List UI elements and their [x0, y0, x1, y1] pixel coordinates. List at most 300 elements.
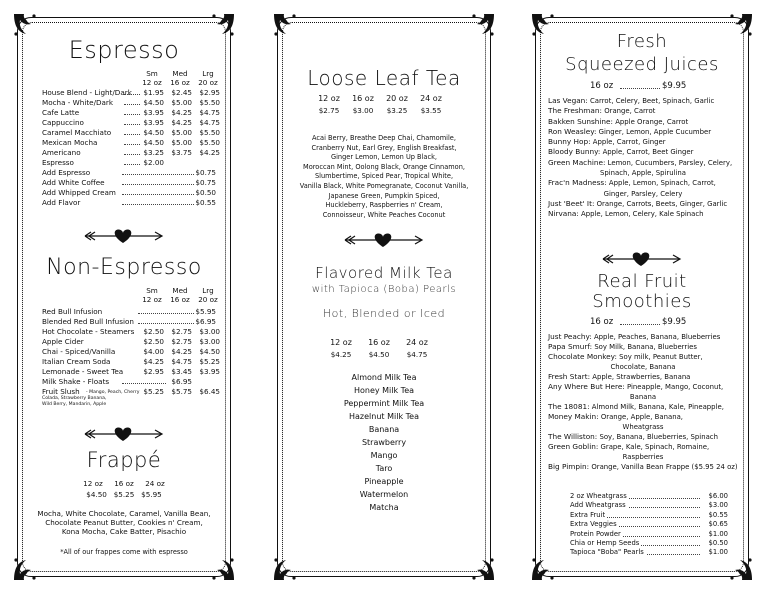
tea-flavor-line: Japanese Green, Pumpkin Spiced, — [328, 191, 440, 200]
price: $4.75 — [406, 350, 428, 359]
drink-ingredients: Apple, Lemon, Celery, Kale Spinach — [581, 210, 704, 219]
milk-tea-flavor: Strawberry — [361, 438, 407, 447]
arrow-heart-icon — [83, 426, 165, 443]
ounce-label: 16 oz — [368, 338, 390, 347]
milk-tea-flavor: Honey Milk Tea — [353, 386, 415, 395]
price: $0.75 — [195, 168, 216, 177]
price: $4.25 — [143, 357, 164, 366]
item-name: Cappuccino — [42, 118, 84, 127]
price: $4.75 — [171, 357, 192, 366]
juice-title-1: Fresh — [616, 31, 668, 52]
ornament-icon — [470, 556, 496, 582]
item-name: Lemonade - Sweet Tea — [42, 367, 124, 376]
drink-ingredients: Soy Milk, Banana, Blueberries — [594, 343, 697, 351]
drink-line — [548, 402, 738, 412]
milk-tea-options: Hot, Blended or Iced — [322, 307, 446, 320]
item-name: Milk Shake - Floats — [42, 377, 110, 386]
ounce-label: 16 oz — [352, 94, 374, 103]
drink-line — [548, 158, 738, 168]
drink-item — [532, 372, 752, 382]
price: $2.00 — [143, 158, 164, 167]
milk-tea-subtitle: with Tapioca (Boba) Pearls — [311, 284, 457, 295]
price: $1.95 — [143, 88, 164, 97]
price: $2.75 — [171, 337, 192, 346]
price: $3.25 — [386, 106, 408, 115]
espresso-panel — [14, 14, 234, 580]
price: $4.50 — [368, 350, 390, 359]
drink-name: Fresh Start: — [548, 372, 591, 381]
size-label: Sm — [146, 286, 158, 295]
ounce-label: 12 oz — [142, 78, 162, 87]
drink-line — [548, 442, 738, 452]
item-name: Mexican Mocha — [42, 138, 98, 147]
price: $9.95 — [662, 81, 687, 91]
menu-row — [42, 367, 220, 376]
drink-line — [548, 372, 738, 382]
addon-row — [570, 539, 728, 548]
price: $4.50 — [143, 98, 164, 107]
size-label: 16 oz — [590, 317, 614, 327]
price: $9.95 — [662, 317, 687, 327]
menu-row — [42, 387, 220, 396]
price: $2.50 — [143, 337, 164, 346]
ounce-label: 24 oz — [406, 338, 428, 347]
addon-name: Extra Veggies — [570, 520, 617, 529]
price: $6.00 — [708, 492, 728, 500]
drink-name: Bloody Bunny: — [548, 147, 601, 157]
price: $2.95 — [143, 367, 164, 376]
drink-ingredients: Soy, Banana, Blueberries, Spinach — [599, 433, 718, 441]
price: $5.95 — [195, 307, 216, 316]
ornament-icon — [12, 556, 38, 582]
menu-row — [42, 108, 220, 117]
drink-line — [548, 127, 738, 137]
drink-ingredients: Apple Orange, Carrot — [615, 117, 689, 126]
menu-row — [42, 307, 216, 316]
price: $3.00 — [352, 106, 374, 115]
drink-name: Papa Smurf: — [548, 342, 593, 351]
drink-name: Chocolate Monkey: — [548, 352, 617, 361]
leader-dots — [122, 184, 194, 185]
ounce-label: 20 oz — [198, 295, 218, 304]
leader-dots — [122, 194, 194, 195]
addon-row — [570, 492, 728, 501]
leader-dots — [138, 313, 194, 314]
drink-line — [548, 147, 738, 157]
price: $4.25 — [199, 148, 220, 157]
drink-item — [532, 96, 752, 106]
price: $4.25 — [171, 118, 192, 127]
ornament-icon — [728, 556, 754, 582]
smoothie-addon-list — [532, 492, 752, 558]
leader-dots — [122, 383, 166, 384]
ornament-icon — [210, 556, 236, 582]
drink-ingredients: Orange, Carrot — [604, 107, 656, 116]
price: $5.00 — [171, 138, 192, 147]
leader-dots — [124, 114, 140, 115]
tea-flavor-line: Acai Berry, Breathe Deep Chai, Chamomile, — [312, 134, 456, 142]
ounce-label: 12 oz — [83, 479, 103, 488]
size-label: Sm — [146, 69, 158, 78]
ornament-icon — [470, 12, 496, 38]
price: $2.75 — [171, 327, 192, 336]
drink-name: Ron Weasley: — [548, 126, 597, 136]
milk-tea-flavor: Banana — [368, 425, 400, 434]
item-name: Americano — [42, 148, 81, 157]
addon-row — [570, 501, 728, 510]
frappe-flavors-1: Mocha, White Chocolate, Caramel, Vanilla Bean, — [37, 509, 211, 518]
addon-row — [570, 530, 728, 539]
fruit-slush-desc-2: Colada, Strawberry Banana, — [42, 396, 107, 401]
price: $3.95 — [143, 108, 164, 117]
leader-dots — [124, 154, 140, 155]
drink-ingredients-cont: Wheatgrass — [622, 423, 664, 431]
price: $4.50 — [143, 138, 164, 147]
item-name: Apple Cider — [42, 337, 84, 346]
drink-item — [532, 158, 752, 179]
tea-flavor-line: Moroccan Mint, Oolong Black, Orange Cinnamon, — [303, 162, 465, 171]
price: $6.95 — [171, 377, 192, 386]
milk-tea-flavor: Hazelnut Milk Tea — [349, 412, 419, 421]
drink-name: Las Vegan: — [548, 96, 588, 105]
milk-tea-flavor: Mango — [370, 451, 398, 460]
addon-name: Extra Fruit — [570, 510, 606, 519]
drink-name: Just Peachy: — [548, 332, 592, 341]
arrow-heart-divider — [274, 232, 494, 248]
price: $4.75 — [199, 108, 220, 117]
price: $4.75 — [199, 118, 220, 127]
drink-ingredients-cont: Banana — [629, 393, 657, 401]
drink-ingredients: Apple, Carrot, Beet Ginger — [602, 148, 694, 157]
ounce-label: 24 oz — [145, 479, 165, 488]
tea-panel — [274, 14, 494, 580]
addon-name: Tapioca "Boba" Pearls — [570, 548, 644, 557]
addon-row — [570, 520, 728, 529]
arrow-heart-divider — [14, 228, 234, 244]
smoothie-list — [532, 332, 752, 472]
arrow-heart-divider — [532, 251, 752, 267]
ounce-label: 24 oz — [420, 94, 442, 103]
drink-ingredients-cont: Raspberries — [622, 453, 664, 461]
leader-dots — [124, 124, 140, 125]
price: $0.55 — [708, 510, 728, 519]
tea-title: Loose Leaf Tea — [307, 66, 461, 90]
drink-line — [548, 137, 738, 147]
drink-item — [532, 199, 752, 209]
item-name: House Blend - Light/Dark — [42, 88, 132, 97]
price: $1.00 — [708, 548, 728, 557]
price: $2.75 — [318, 106, 340, 115]
price: $0.50 — [195, 188, 216, 197]
frappe-prices — [14, 490, 234, 499]
ornament-icon — [12, 12, 38, 38]
menu-row — [42, 327, 220, 336]
price: $3.95 — [199, 367, 220, 376]
price: $3.45 — [171, 367, 192, 376]
drink-item — [532, 432, 752, 442]
drink-name: Just 'Beet' It: — [548, 198, 595, 208]
menu-row — [42, 347, 220, 356]
leader-dots — [124, 164, 140, 165]
price: $0.50 — [708, 538, 728, 547]
price: $2.50 — [143, 327, 164, 336]
ounce-label: 12 oz — [330, 338, 352, 347]
menu-row — [42, 377, 212, 386]
price: $5.50 — [199, 98, 220, 107]
arrow-heart-icon — [343, 232, 425, 249]
drink-ingredients: Pineapple, Mango, Coconut, — [627, 383, 724, 391]
drink-item — [532, 352, 752, 372]
frappe-flavors-2: Chocolate Peanut Butter, Cookies n' Cream, — [45, 518, 203, 527]
drink-name: Money Makin: — [548, 412, 599, 421]
drink-ingredients: Orange, Carrots, Beets, Ginger, Garlic — [596, 199, 728, 208]
leader-dots — [124, 144, 140, 145]
smoothie-title-2: Smoothies — [592, 291, 692, 312]
drink-item — [532, 332, 752, 342]
ounce-label: 12 oz — [318, 94, 340, 103]
price: $4.50 — [86, 490, 107, 499]
menu-row — [42, 118, 220, 127]
milk-tea-flavor: Almond Milk Tea — [351, 373, 417, 382]
ornament-icon — [530, 556, 556, 582]
price: $3.25 — [143, 148, 164, 157]
addon-name: Add Whipped Cream — [42, 188, 116, 197]
item-name: Red Bull Infusion — [42, 307, 103, 316]
price: $5.50 — [199, 128, 220, 137]
drink-item — [532, 117, 752, 127]
price: $5.25 — [113, 490, 135, 499]
item-name: Cafe Latte — [42, 108, 80, 117]
juice-size-price — [590, 81, 700, 91]
drink-item — [532, 402, 752, 412]
menu-row — [42, 357, 220, 366]
drink-name: Frac'n Madness: — [548, 178, 607, 188]
price: $4.25 — [330, 350, 352, 359]
leader-dots — [122, 204, 194, 205]
price: $5.25 — [199, 357, 220, 366]
price: $3.95 — [143, 118, 164, 127]
drink-item — [532, 106, 752, 116]
drink-item — [532, 178, 752, 199]
tea-flavor-line: Vanilla Black, White Pomegranate, Coconut Vanilla, — [299, 181, 469, 190]
price: $0.55 — [195, 198, 216, 207]
juice-panel — [532, 14, 752, 580]
menu-row — [42, 337, 220, 346]
milk-tea-flavor: Pineapple — [364, 477, 404, 486]
tea-flavor-line: Slumbertime, Spiced Pear, Tropical White, — [314, 172, 454, 181]
ounce-label: 16 oz — [170, 295, 190, 304]
tea-flavor-line: Huckleberry, Raspberries n' Cream, — [325, 201, 443, 210]
price: $3.00 — [708, 501, 728, 510]
drink-ingredients: Apple, Lemon, Spinach, Carrot, — [608, 179, 716, 188]
tea-price-grid — [314, 94, 464, 118]
drink-line — [548, 412, 738, 422]
milk-tea-flavor: Matcha — [369, 503, 399, 512]
size-label: Lrg — [202, 286, 214, 295]
drink-ingredients-cont: Spinach, Apple, Spirulina — [599, 169, 687, 178]
drink-item — [532, 342, 752, 352]
frappe-ounces — [14, 479, 234, 488]
size-label: Med — [172, 69, 188, 78]
drink-ingredients: Carrot, Celery, Beet, Spinach, Garlic — [589, 97, 715, 105]
drink-line — [548, 209, 738, 219]
item-name: Espresso — [42, 158, 74, 167]
price: $5.25 — [143, 387, 164, 396]
drink-name: Bakken Sunshine: — [548, 116, 614, 126]
addon-row — [570, 548, 728, 557]
price: $4.50 — [143, 128, 164, 137]
addon-row — [42, 168, 216, 177]
price: $4.25 — [171, 108, 192, 117]
price: $4.25 — [171, 347, 192, 356]
ornament-icon — [272, 556, 298, 582]
drink-name: Green Goblin: — [548, 442, 599, 451]
drink-ingredients: Ginger, Lemon, Apple Cucumber — [598, 127, 712, 136]
frappe-note: *All of our frappes come with espresso — [60, 548, 188, 556]
fruit-slush-desc-1: - Mango, Peach, Cherry — [86, 390, 140, 395]
price: $0.75 — [195, 178, 216, 187]
drink-ingredients-cont: Chocolate, Banana — [610, 363, 676, 371]
leader-dots — [124, 104, 140, 105]
price: $4.50 — [199, 347, 220, 356]
juice-list — [532, 96, 752, 220]
drink-item — [532, 382, 752, 402]
tea-flavor-line: Cranberry Nut, Earl Grey, English Breakfast, — [311, 143, 457, 152]
size-label: Med — [172, 286, 188, 295]
drink-name: Any Where But Here: — [548, 382, 625, 391]
arrow-heart-icon — [83, 228, 165, 245]
drink-ingredients: Soy milk, Peanut Butter, — [619, 353, 703, 361]
arrow-heart-icon — [601, 251, 683, 268]
drink-line — [548, 352, 738, 362]
leader-dots — [620, 88, 660, 89]
milk-tea-flavor: Peppermint Milk Tea — [343, 399, 425, 408]
ounce-label: 12 oz — [142, 295, 162, 304]
addon-row — [42, 178, 216, 187]
addon-name: Add Espresso — [42, 168, 91, 177]
price: $6.45 — [199, 387, 220, 396]
drink-ingredients-cont: Ginger, Parsley, Celery — [603, 189, 683, 198]
milk-tea-flavor: Taro — [375, 464, 393, 473]
drink-name: Bunny Hop: — [548, 137, 591, 147]
price: $6.95 — [195, 317, 216, 326]
item-name: Italian Cream Soda — [42, 357, 111, 366]
drink-item — [532, 462, 752, 472]
drink-line — [548, 178, 738, 188]
price: $4.00 — [143, 347, 164, 356]
drink-name: The Williston: — [548, 432, 598, 441]
ornament-icon — [210, 12, 236, 38]
milk-tea-flavor-list — [274, 371, 494, 514]
drink-name: The 18081: — [548, 402, 590, 411]
price: $3.00 — [199, 337, 220, 346]
price: $3.75 — [171, 148, 192, 157]
menu-row — [42, 128, 220, 137]
smoothie-size-price — [590, 317, 700, 327]
frappe-flavors-3: Kona Mocha, Cake Batter, Pisachio — [61, 527, 187, 536]
drink-ingredients: Orange, Apple, Banana, — [600, 413, 683, 421]
tea-flavor-line: Ginger Lemon, Lemon Up Black, — [330, 153, 437, 162]
size-label: 16 oz — [590, 81, 614, 91]
arrow-heart-divider — [14, 426, 234, 442]
drink-line — [548, 106, 738, 116]
drink-ingredients: Grape, Kale, Spinach, Romaine, — [600, 443, 710, 451]
menu-row — [42, 148, 220, 157]
drink-ingredients: Apple, Carrot, Ginger — [592, 138, 666, 147]
price: $3.55 — [420, 106, 442, 115]
menu-row — [42, 317, 216, 326]
leader-dots — [138, 323, 194, 324]
drink-line — [548, 342, 738, 352]
ounce-label: 16 oz — [114, 479, 134, 488]
drink-item — [532, 127, 752, 137]
drink-line — [548, 432, 738, 442]
price: $5.00 — [171, 98, 192, 107]
price: $0.65 — [708, 520, 728, 529]
drink-ingredients: Apple, Strawberries, Banana — [592, 373, 691, 381]
addon-name: Add Wheatgrass — [570, 501, 626, 510]
addon-name: Chia or Hemp Seeds — [570, 538, 640, 547]
drink-line — [548, 96, 738, 106]
addon-name: Add Flavor — [42, 198, 81, 207]
ornament-icon — [272, 12, 298, 38]
smoothie-title-1: Real Fruit — [597, 271, 687, 292]
price: $2.95 — [199, 88, 220, 97]
addon-row — [42, 198, 216, 207]
price: $1.00 — [708, 529, 728, 538]
leader-dots — [124, 134, 140, 135]
drink-item — [532, 412, 752, 432]
non-espresso-title: Non-Espresso — [46, 255, 202, 280]
item-name: Chai - Spiced/Vanilla — [42, 347, 116, 356]
drink-name: Big Pimpin: — [548, 462, 590, 471]
item-name: Caramel Macchiato — [42, 128, 112, 137]
milk-tea-title: Flavored Milk Tea — [315, 264, 453, 282]
leader-dots — [122, 174, 194, 175]
drink-item — [532, 147, 752, 157]
menu-row — [42, 158, 212, 167]
item-name: Mocha - White/Dark — [42, 98, 114, 107]
size-label: Lrg — [202, 69, 214, 78]
drink-ingredients: Almond Milk, Banana, Kale, Pineapple, — [591, 403, 724, 411]
item-name: Blended Red Bull Infusion — [42, 317, 134, 326]
ounce-label: 16 oz — [170, 78, 190, 87]
drink-name: The Freshman: — [548, 106, 602, 116]
drink-line — [548, 382, 738, 392]
menu-row — [42, 138, 220, 147]
price: $5.00 — [171, 128, 192, 137]
leader-dots — [124, 94, 140, 95]
menu-row — [42, 88, 220, 97]
frappe-title: Frappé — [86, 448, 162, 472]
drink-line — [548, 462, 738, 472]
drink-ingredients: Orange, Vanilla Bean Frappe ($5.95 24 oz) — [591, 463, 738, 471]
price: $3.00 — [199, 327, 220, 336]
drink-line — [548, 199, 738, 209]
drink-ingredients: Apple, Peaches, Banana, Blueberries — [593, 333, 721, 341]
ounce-label: 20 oz — [386, 94, 408, 103]
price: $5.95 — [141, 490, 162, 499]
fruit-slush-desc-3: Wild Berry, Mandarin, Apple — [42, 402, 107, 407]
juice-title-2: Squeezed Juices — [565, 54, 719, 75]
leader-dots — [620, 324, 660, 325]
drink-name: Green Machine: — [548, 157, 606, 167]
item-name: Fruit Slush — [42, 387, 80, 396]
drink-line — [548, 117, 738, 127]
milk-tea-price-grid — [326, 338, 446, 362]
addon-name: 2 oz Wheatgrass — [570, 492, 627, 500]
addon-row — [570, 511, 728, 520]
